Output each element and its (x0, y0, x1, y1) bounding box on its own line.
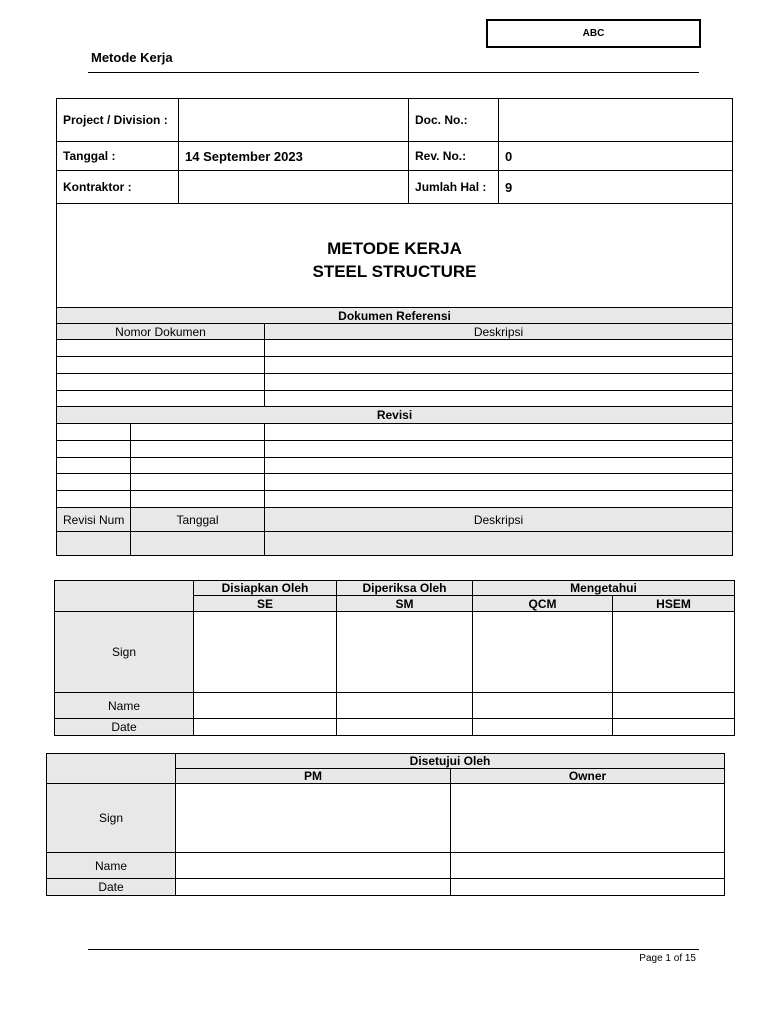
approval1-corner (55, 581, 194, 612)
revisi-tanggal-header: Tanggal (131, 508, 265, 532)
sign-se-field[interactable] (194, 612, 337, 693)
rev-row-num (57, 458, 131, 474)
revisi-deskripsi-cell (265, 532, 733, 556)
tanggal-value: 14 September 2023 (179, 142, 409, 171)
company-logo-text: ABC (582, 28, 605, 39)
name-row-label: Name (47, 853, 176, 879)
document-header-title: Metode Kerja (91, 50, 173, 65)
sign-sm-field[interactable] (337, 612, 473, 693)
sign-qcm-field[interactable] (473, 612, 613, 693)
approval-table-1 (54, 580, 735, 736)
diperiksa-oleh-header: Diperiksa Oleh (337, 581, 473, 596)
tanggal-label: Tanggal : (57, 142, 179, 171)
pm-header: PM (176, 769, 451, 784)
disiapkan-oleh-header: Disiapkan Oleh (194, 581, 337, 596)
ref-row-deskripsi (265, 391, 733, 407)
approval-table-2 (46, 753, 725, 896)
rev-row-tanggal (131, 424, 265, 441)
rev-row-deskripsi (265, 491, 733, 508)
name-owner-field[interactable] (451, 853, 725, 879)
document-title-line2: STEEL STRUCTURE (312, 261, 477, 281)
qcm-header: QCM (473, 596, 613, 612)
revisi-num-cell (57, 532, 131, 556)
owner-header: Owner (451, 769, 725, 784)
project-label: Project / Division : (57, 99, 179, 142)
page-number: Page 1 of 15 (639, 953, 696, 964)
revisi-deskripsi-header: Deskripsi (265, 508, 733, 532)
date-pm-field[interactable] (176, 879, 451, 896)
rev-no-value: 0 (499, 142, 733, 171)
name-hsem-field[interactable] (613, 693, 735, 719)
header-divider (88, 72, 699, 73)
ref-row-deskripsi (265, 340, 733, 357)
footer-divider (88, 949, 699, 950)
name-row-label: Name (55, 693, 194, 719)
ref-row-deskripsi (265, 374, 733, 391)
date-row-label: Date (47, 879, 176, 896)
dokumen-referensi-heading: Dokumen Referensi (57, 308, 733, 324)
doc-no-value (499, 99, 733, 142)
jumlah-hal-label: Jumlah Hal : (409, 171, 499, 204)
sign-row-label: Sign (47, 784, 176, 853)
ref-row-nomor (57, 357, 265, 374)
company-logo-box (486, 19, 701, 48)
approval2-corner (47, 754, 176, 784)
rev-row-deskripsi (265, 441, 733, 458)
name-pm-field[interactable] (176, 853, 451, 879)
rev-row-num (57, 441, 131, 458)
kontraktor-label: Kontraktor : (57, 171, 179, 204)
name-qcm-field[interactable] (473, 693, 613, 719)
rev-row-tanggal (131, 491, 265, 508)
ref-row-nomor (57, 340, 265, 357)
rev-row-tanggal (131, 441, 265, 458)
name-se-field[interactable] (194, 693, 337, 719)
sign-hsem-field[interactable] (613, 612, 735, 693)
ref-row-deskripsi (265, 357, 733, 374)
revisi-tanggal-cell (131, 532, 265, 556)
disetujui-oleh-header: Disetujui Oleh (176, 754, 725, 769)
date-owner-field[interactable] (451, 879, 725, 896)
nomor-dokumen-header: Nomor Dokumen (57, 324, 265, 340)
rev-row-num (57, 491, 131, 508)
rev-row-tanggal (131, 458, 265, 474)
date-sm-field[interactable] (337, 719, 473, 736)
rev-row-num (57, 474, 131, 491)
jumlah-hal-value: 9 (499, 171, 733, 204)
se-header: SE (194, 596, 337, 612)
sign-pm-field[interactable] (176, 784, 451, 853)
rev-row-deskripsi (265, 424, 733, 441)
main-form-table (56, 98, 733, 556)
document-title (57, 204, 733, 308)
project-value (179, 99, 409, 142)
date-row-label: Date (55, 719, 194, 736)
revisi-heading: Revisi (57, 407, 733, 424)
ref-row-nomor (57, 391, 265, 407)
rev-row-num (57, 424, 131, 441)
rev-no-label: Rev. No.: (409, 142, 499, 171)
rev-row-tanggal (131, 474, 265, 491)
deskripsi-header: Deskripsi (265, 324, 733, 340)
kontraktor-value (179, 171, 409, 204)
sm-header: SM (337, 596, 473, 612)
doc-no-label: Doc. No.: (409, 99, 499, 142)
date-qcm-field[interactable] (473, 719, 613, 736)
document-title-line1: METODE KERJA (327, 238, 462, 258)
revisi-num-header: Revisi Num (57, 508, 131, 532)
name-sm-field[interactable] (337, 693, 473, 719)
rev-row-deskripsi (265, 474, 733, 491)
sign-row-label: Sign (55, 612, 194, 693)
ref-row-nomor (57, 374, 265, 391)
rev-row-deskripsi (265, 458, 733, 474)
mengetahui-header: Mengetahui (473, 581, 735, 596)
date-hsem-field[interactable] (613, 719, 735, 736)
hsem-header: HSEM (613, 596, 735, 612)
sign-owner-field[interactable] (451, 784, 725, 853)
date-se-field[interactable] (194, 719, 337, 736)
